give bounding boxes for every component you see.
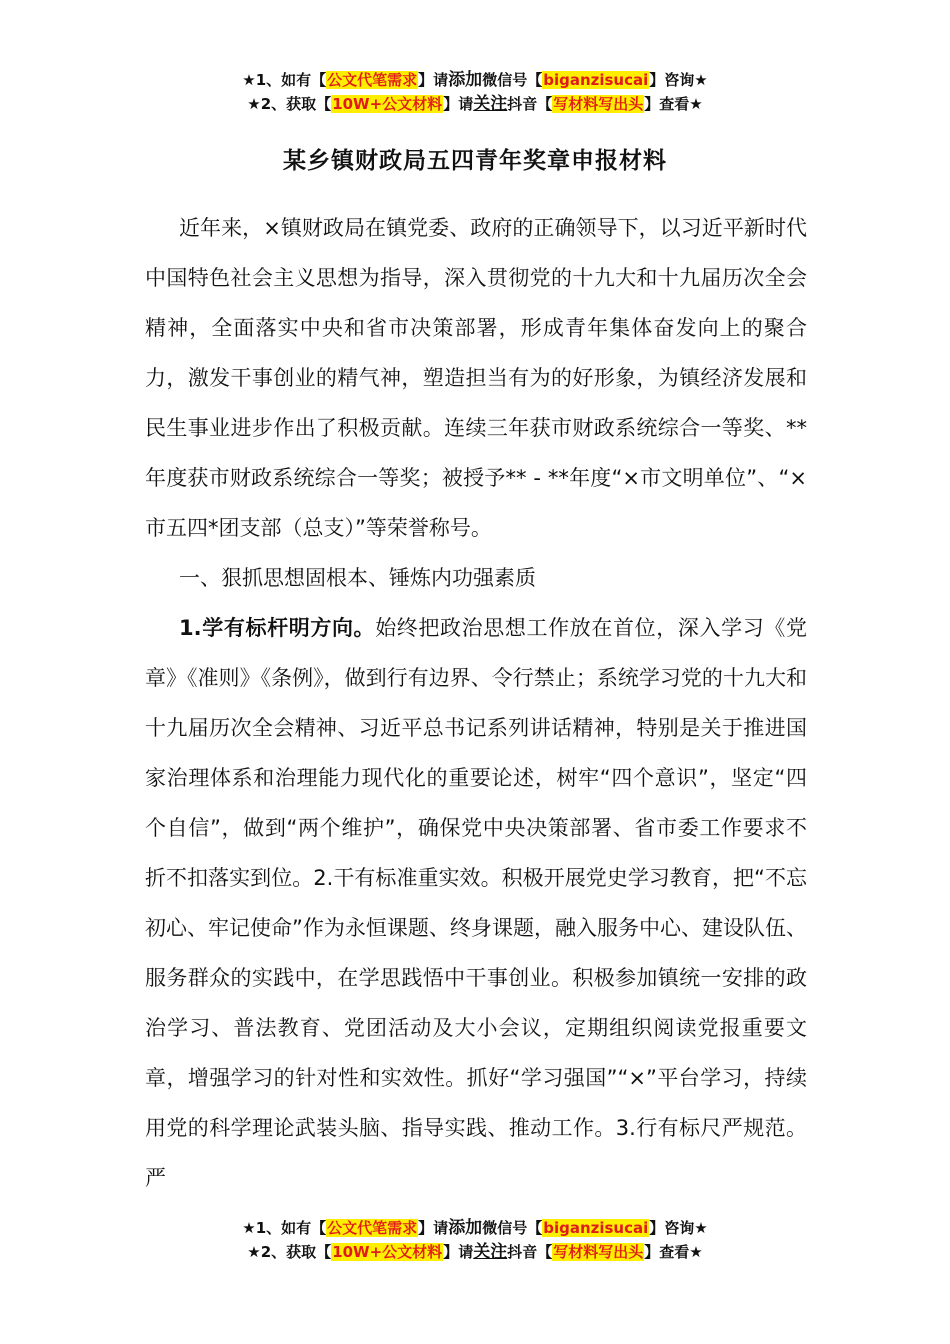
promo-text: 】查看★ (644, 95, 703, 113)
promo-text: ★2、获取【 (247, 95, 332, 113)
promo-text: 】查看★ (644, 1243, 703, 1261)
promo-banner-top (0, 68, 950, 116)
section-heading: 一、狠抓思想固根本、锤炼内功强素质 (179, 566, 536, 590)
promo-emphasis: 添加 (448, 1218, 483, 1238)
promo-line-2 (0, 1240, 950, 1264)
promo-highlight: 公文代笔需求 (327, 1219, 418, 1237)
promo-text: 】请 (418, 1219, 449, 1237)
document-body (145, 203, 807, 1203)
promo-highlight: 10W+公文材料 (332, 95, 443, 113)
item-heading: 1.学有标杆明方向。 (179, 616, 376, 640)
promo-text: 抖音【 (507, 95, 553, 113)
promo-text: ★2、获取【 (247, 1243, 332, 1261)
promo-highlight: 公文代笔需求 (327, 71, 418, 89)
promo-text: 】请 (418, 71, 449, 89)
promo-emphasis: 关注 (473, 1242, 508, 1262)
promo-line-1 (0, 1216, 950, 1240)
promo-highlight: 10W+公文材料 (332, 1243, 443, 1261)
promo-banner-bottom (0, 1216, 950, 1264)
item-paragraph (145, 603, 807, 1203)
item-body: 始终把政治思想工作放在首位，深入学习《党章》《准则》《条例》，做到行有边界、令行禁止；系统学习党的十九大和十九届历次全会精神、习近平总书记系列讲话精神，特别是关于推进国家治理体系和治理能力现代化的重要论述，树牢“四个意识”，坚定“四个自信”，做到“两个维护”，确保党中央决策部署、省市委工作要求不折不扣落实到位。2.干有标准重实效。积极开展党史学习教育，把“不忘初心、牢记使命”作为永恒课题、终身课题，融入服务中心、建设队伍、服务群众的实践中，在学思践悟中干事创业。积极参加镇统一安排的政治学习、普法教育、党团活动及大小会议，定期组织阅读党报重要文章，增强学习的针对性和实效性。抓好“学习强国”“×”平台学习，持续用党的科学理论武装头脑、指导实践、推动工作。3.行有标尺严规范。严 (145, 616, 807, 1190)
promo-line-2 (0, 92, 950, 116)
promo-text: 抖音【 (507, 1243, 553, 1261)
promo-text: 微信号【 (482, 1219, 543, 1237)
douyin-id-highlight: 写材料写出头 (553, 95, 644, 113)
promo-text: ★1、如有【 (242, 71, 327, 89)
promo-text: 】请 (443, 1243, 474, 1261)
promo-text: ★1、如有【 (242, 1219, 327, 1237)
promo-text: 】咨询★ (649, 71, 708, 89)
wechat-id-highlight: biganzisucai (543, 71, 649, 89)
promo-line-1 (0, 68, 950, 92)
promo-text: 】请 (443, 95, 474, 113)
wechat-id-highlight: biganzisucai (543, 1219, 649, 1237)
promo-emphasis: 关注 (473, 94, 508, 114)
document-title: 某乡镇财政局五四青年奖章申报材料 (283, 148, 667, 174)
promo-text: 微信号【 (482, 71, 543, 89)
promo-emphasis: 添加 (448, 70, 483, 90)
promo-text: 】咨询★ (649, 1219, 708, 1237)
intro-paragraph: 近年来，×镇财政局在镇党委、政府的正确领导下，以习近平新时代中国特色社会主义思想为指导，深入贯彻党的十九大和十九届历次全会精神，全面落实中央和省市决策部署，形成青年集体奋发向上的聚合力，激发干事创业的精气神，塑造担当有为的好形象，为镇经济发展和民生事业进步作出了积极贡献。连续三年获市财政系统综合一等奖、**年度获市财政系统综合一等奖；被授予** - **年度“×市文明单位”、“×市五四*团支部（总支）”等荣誉称号。 (145, 216, 807, 540)
douyin-id-highlight: 写材料写出头 (553, 1243, 644, 1261)
